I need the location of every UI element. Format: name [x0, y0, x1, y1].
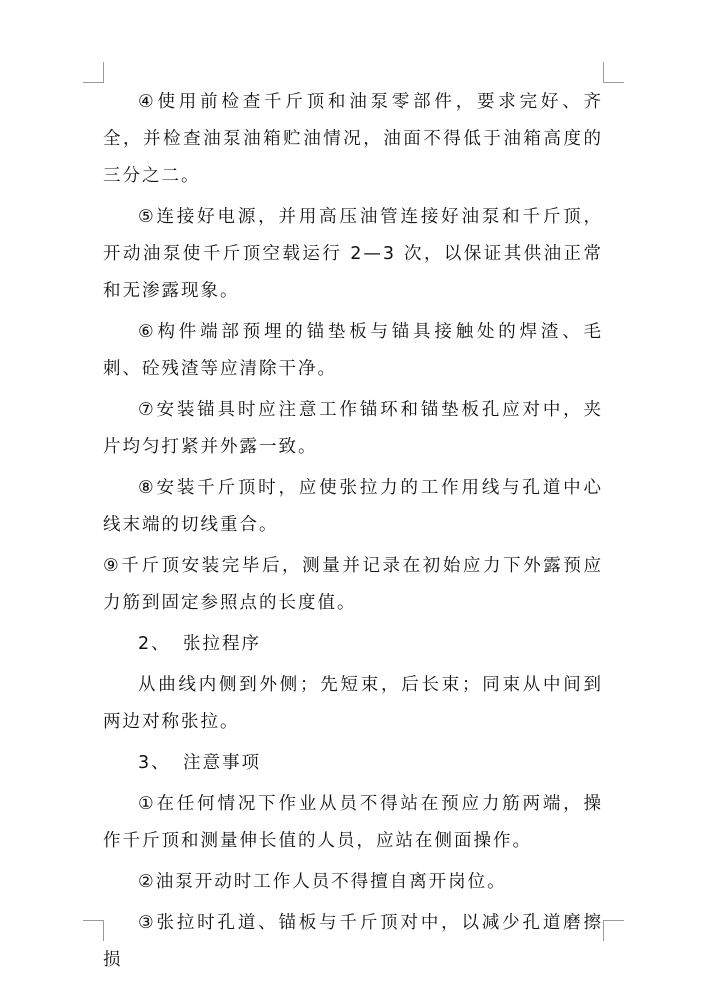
paragraph-item-8: ⑧安装千斤顶时，应使张拉力的工作用线与孔道中心线末端的切线重合。	[103, 478, 603, 535]
section-number: 2、	[138, 634, 171, 654]
paragraph-tension-order: 从曲线内侧到外侧；先短束，后长束；同束从中间到两边对称张拉。	[103, 675, 603, 732]
page-corner-mark-top-left	[83, 62, 104, 83]
page-corner-mark-top-right	[603, 62, 624, 83]
paragraph-item-9: ⑨千斤顶安装完毕后，测量并记录在初始应力下外露预应力筋到固定参照点的长度值。	[103, 556, 603, 613]
section-title: 张拉程序	[183, 634, 261, 654]
precaution-item-2: ②油泵开动时工作人员不得擅自离开岗位。	[138, 872, 507, 892]
section-number: 3、	[138, 753, 171, 773]
page-corner-mark-bottom-left	[83, 920, 104, 941]
section-heading-precautions	[103, 745, 603, 782]
paragraph-item-7: ⑦安装锚具时应注意工作锚环和锚垫板孔应对中，夹片均匀打紧并外露一致。	[103, 400, 603, 457]
section-title: 注意事项	[183, 753, 261, 773]
paragraph-item-6: ⑥构件端部预埋的锚垫板与锚具接触处的焊渣、毛刺、砼残渣等应清除干净。	[103, 322, 603, 379]
precaution-item-3: ③张拉时孔道、锚板与千斤顶对中，以减少孔道磨擦损	[103, 913, 603, 970]
document-page-body	[103, 84, 603, 983]
paragraph-item-5: ⑤连接好电源，并用高压油管连接好油泵和千斤顶，开动油泵使千斤顶空载运行 2—3 次，以保证其供油正常和无渗露现象。	[103, 207, 603, 301]
page-corner-mark-bottom-right	[603, 920, 624, 941]
precaution-item-1: ①在任何情况下作业从员不得站在预应力筋两端，操作千斤顶和测量伸长值的人员，应站在侧面操作。	[103, 794, 603, 851]
paragraph-item-4: ④使用前检查千斤顶和油泵零部件，要求完好、齐全，并检查油泵油箱贮油情况，油面不得低于油箱高度的三分之二。	[103, 92, 603, 186]
section-heading-tension-procedure	[103, 626, 603, 663]
